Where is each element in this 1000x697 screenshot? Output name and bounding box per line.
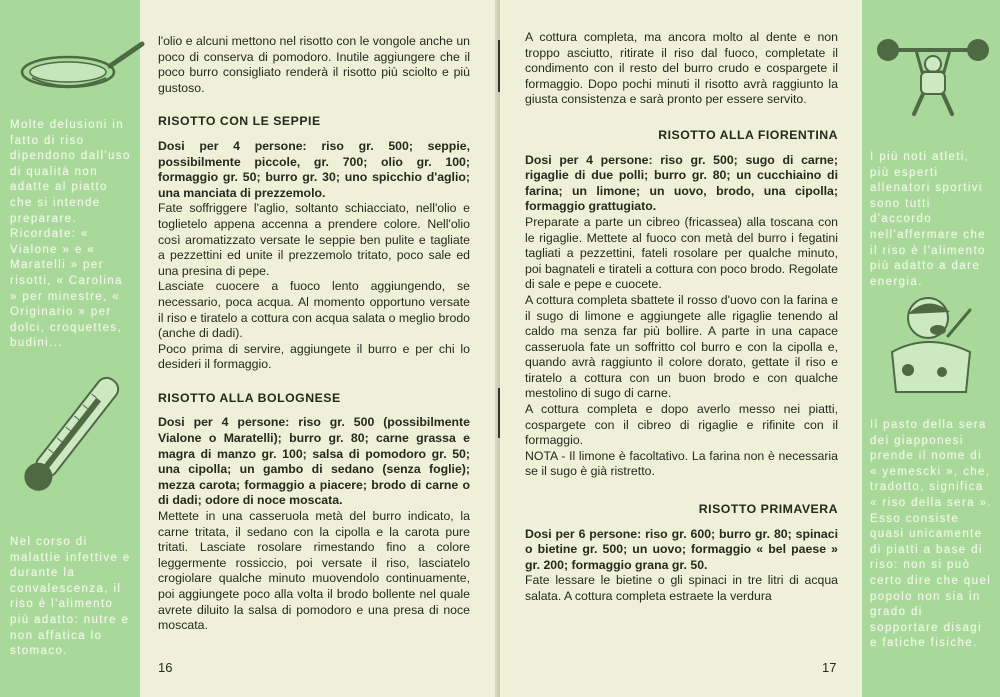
recipe-title-fiorentina: RISOTTO ALLA FIORENTINA xyxy=(658,127,838,142)
weightlifter-icon xyxy=(876,28,991,118)
seppie-paragraph-2: Lasciate cuocere a fuoco lento aggiungendo, se necessario, poca acqua. Al momento opportuno versate il riso e tiratelo a cottura con acqua salata o meglio brodo (anche di dadi). xyxy=(158,279,470,341)
seppie-paragraph-1: Fate soffriggere l'aglio, soltanto schiacciato, nell'olio e toglietelo appena accenna a prendere colore. Nell'olio così aromatizzato versate le seppie ben pulite e tagliate a pezzettini ed unite il prezzemolo tritato, poco sale ed una presina di pepe. xyxy=(158,201,470,278)
margin-note-athletes: I più noti atleti, più esperti allenatori sportivi sono tutti d'accordo nell'affermare che il riso è l'alimento più adatto a dare energia. xyxy=(870,151,987,288)
thermometer-icon xyxy=(12,360,130,510)
dosi-seppie: Dosi per 4 persone: riso gr. 500; seppie, possibilmente piccole, gr. 700; olio gr. 100; formaggio gr. 50; burro gr. 30; uno spicchio d'aglio; una manciata di prezzemolo. xyxy=(158,138,470,200)
frying-pan-icon xyxy=(10,28,145,98)
right-text-column xyxy=(525,30,838,605)
fiorentina-note: NOTA - Il limone è facoltativo. La farina non è necessaria se il sugo è già ristretto. xyxy=(525,448,838,479)
fiorentina-paragraph-2: A cottura completa sbattete il rosso d'uovo con la farina e il sugo di limone e aggiungete alle rigaglie tenendo al caldo ma senza far più bollire. A parte in una capace casseruola fate un soffritto col burro e con la cipolla e, quando avrà raggiunto il colore dorato, gettate il riso e tiratelo a cottura con un buon brodo e con qualche mestolino di sugo di carne. xyxy=(525,292,838,401)
dosi-fiorentina: Dosi per 4 persone: riso gr. 500; sugo di carne; rigaglie di due polli; burro gr. 80; un cucchiaino di farina; un limone; un uovo, brodo, una cipolla; formaggio grattugiato. xyxy=(525,152,838,214)
recipe-title-seppie: RISOTTO CON LE SEPPIE xyxy=(158,114,321,129)
recipe-title-bolognese: RISOTTO ALLA BOLOGNESE xyxy=(158,390,341,405)
fiorentina-paragraph-1: Preparate a parte un cibreo (fricassea) alla toscana con le rigaglie. Mettete al fuoco con metà del burro i fegatini tagliati a pezzettini, fateli rosolare per qualche minuto, poi bagnateli e tirateli a cottura con poco brodo. Regolate di sale e pepe e cuocete. xyxy=(525,214,838,292)
seppie-paragraph-3: Poco prima di servire, aggiungete il burro e per chi lo desideri il formaggio. xyxy=(158,341,470,372)
left-margin-band xyxy=(0,0,140,697)
dosi-bolognese: Dosi per 4 persone: riso gr. 500 (possibilmente Vialone o Maratelli); burro gr. 80; carne grassa e magra di manzo gr. 100; salsa di pomodoro gr. 50; una cipolla; un gambo di sedano (senza foglie); mezza carota; formaggio a piacere; brodo di carne o di dadi; odore di noce moscata. xyxy=(158,415,470,508)
recipe-title-primavera: RISOTTO PRIMAVERA xyxy=(698,502,838,517)
intro-paragraph: l'olio e alcuni mettono nel risotto con le vongole anche un poco di conserva di pomodoro. Inutile aggiungere che il poco burro consigliato renderà il risotto più sciolto e più gustoso. xyxy=(158,34,470,95)
margin-note-japanese: Il pasto della sera dei giapponesi prende il nome di « yemescki », che, tradotto, significa « riso della sera ». Esso consiste quasi unicamente di piatti a base di riso: non si può certo dire che quel popolo non sia in grado di sopportare disagi e fatiche fisiche. xyxy=(870,419,992,650)
margin-note-rice-varieties: Molte delusioni in fatto di riso dipendono dall'uso di qualità non adatte al piatto che si intende preparare. Ricordate: « Vialone » e « Maratelli » per risotti, « Carolina » per minestre, « Originario » per dolci, croquettes, budini... xyxy=(10,119,131,350)
primavera-paragraph-1: Fate lessare le bietine o gli spinaci in tre litri di acqua salata. A cottura completa estraete la verdura xyxy=(525,573,838,603)
page-number-left: 16 xyxy=(158,660,173,675)
dosi-primavera: Dosi per 6 persone: riso gr. 600; burro gr. 80; spinaci o bietine gr. 500; un uovo; formaggio « bel paese » gr. 200; formaggio grana gr. 50. xyxy=(525,526,838,572)
right-margin-band xyxy=(862,0,1000,697)
bolognese-paragraph-1: Mettete in una casseruola metà del burro indicato, la carne tritata, il sedano con la cipolla e la carota pure tritati. Lasciate rosolare rimestando fino a colore leggermente rossiccio, poi versate il riso, lasciatelo crogiolare qualche minuto muovendolo continuamente, poi aggiungete poco alla volta il brodo bollente nel quale avrete diluito la salsa di pomodoro e una presa di noce moscata. xyxy=(158,509,470,633)
left-text-column xyxy=(158,34,470,634)
fiorentina-paragraph-3: A cottura completa e dopo averlo messo nei piatti, cospargete con il cibreo di rigaglie e rifinite con il formaggio. xyxy=(525,402,838,448)
page-number-right: 17 xyxy=(822,660,837,675)
left-page xyxy=(0,0,497,697)
eating-figure-icon xyxy=(878,292,988,400)
intro-paragraph-right: A cottura completa, ma ancora molto al dente e non troppo asciutto, ritirate il riso dal fuoco, completate il condimento con il resto del burro crudo e cospargete il formaggio. Dopo pochi minuti il risotto avrà raggiunto la giusta consistenza e sarà pronto per essere servito. xyxy=(525,30,838,107)
margin-note-convalescence: Nel corso di malattie infettive e durante la convalescenza, il riso è l'alimento più adatto: nutre e non affatica lo stomaco. xyxy=(10,536,131,658)
